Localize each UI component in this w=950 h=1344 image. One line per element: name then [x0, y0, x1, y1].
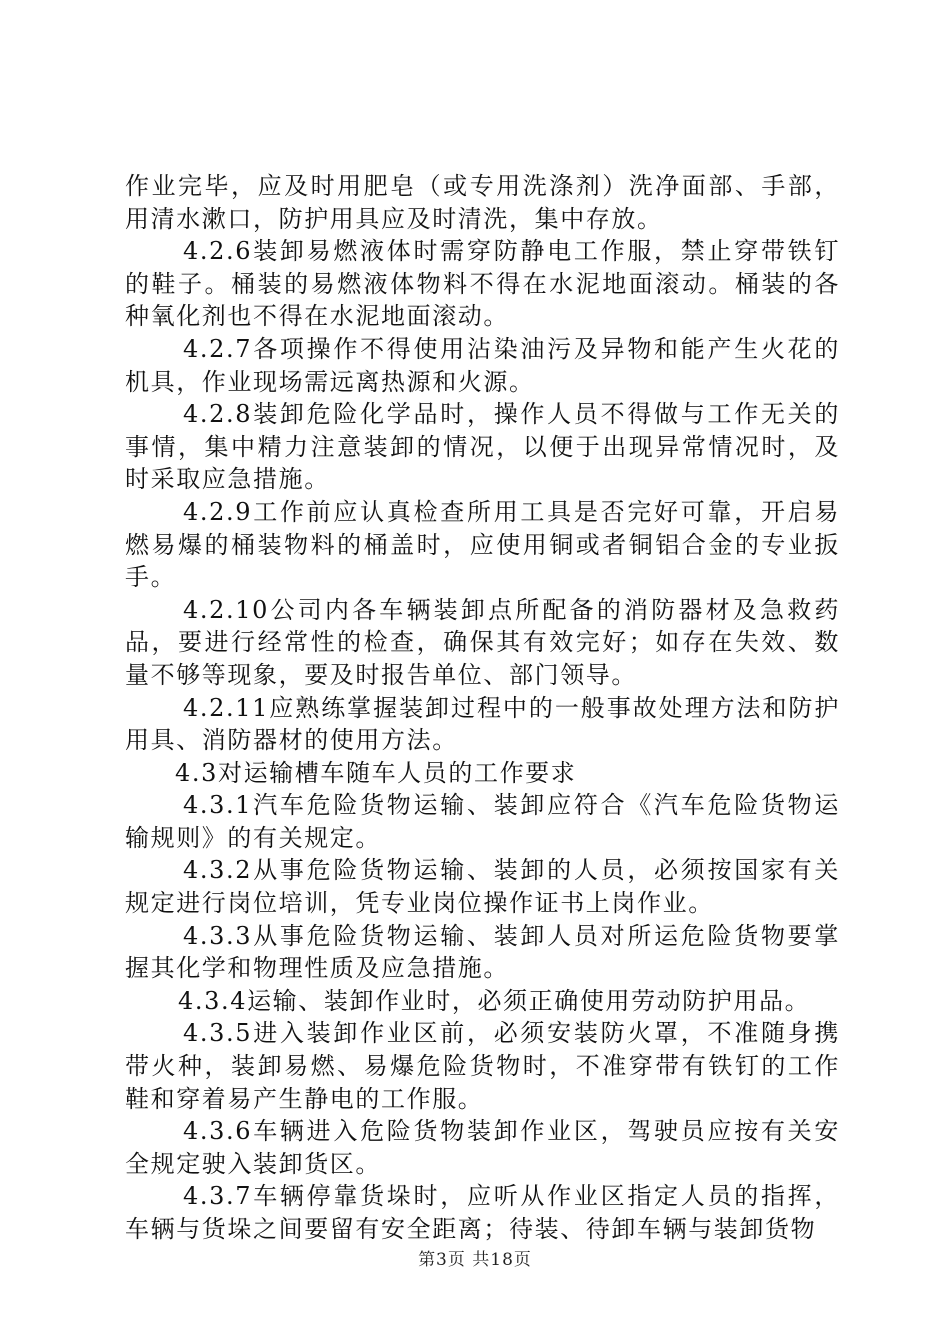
paragraph-4-2-9: 4.2.9工作前应认真检查所用工具是否完好可靠，开启易燃易爆的桶装物料的桶盖时，应使用铜或者铜铝合金的专业扳手。 [125, 497, 840, 592]
paragraph-4-3-7: 4.3.7车辆停靠货垛时，应听从作业区指定人员的指挥，车辆与货垛之间要留有安全距离；待装、待卸车辆与装卸货物 [125, 1182, 840, 1243]
paragraph-4-3-3: 4.3.3从事危险货物运输、装卸人员对所运危险货物要掌握其化学和物理性质及应急措施。 [125, 921, 840, 983]
paragraph-4-2-8: 4.2.8装卸危险化学品时，操作人员不得做与工作无关的事情，集中精力注意装卸的情况，以便于出现异常情况时，及时采取应急措施。 [125, 400, 840, 494]
paragraph-4-2-11: 4.2.11应熟练掌握装卸过程中的一般事故处理方法和防护用具、消防器材的使用方法。 [125, 693, 840, 755]
document-body [125, 170, 840, 1246]
paragraph-4-3-5: 4.3.5进入装卸作业区前，必须安装防火罩，不准随身携带火种，装卸易燃、易爆危险货物时，不准穿带有铁钉的工作鞋和穿着易产生静电的工作服。 [125, 1019, 840, 1113]
paragraph-4-3-6: 4.3.6车辆进入危险货物装卸作业区，驾驶员应按有关安全规定驶入装卸货区。 [125, 1117, 840, 1178]
section-heading-4-3: 4.3对运输槽车随车人员的工作要求 [175, 758, 577, 787]
paragraph-continuation: 作业完毕，应及时用肥皂（或专用洗涤剂）洗净面部、手部，用清水漱口，防护用具应及时清洗，集中存放。 [125, 172, 840, 233]
paragraph-4-2-7: 4.2.7各项操作不得使用沾染油污及异物和能产生火花的机具，作业现场需远离热源和火源。 [125, 334, 840, 396]
page-number-footer: 第3页 共18页 [418, 1250, 532, 1270]
paragraph-4-3-1: 4.3.1汽车危险货物运输、装卸应符合《汽车危险货物运输规则》的有关规定。 [125, 791, 840, 852]
paragraph-4-2-10: 4.2.10公司内各车辆装卸点所配备的消防器材及急救药品，要进行经常性的检查，确保其有效完好；如存在失效、数量不够等现象，要及时报告单位、部门领导。 [125, 595, 840, 689]
paragraph-4-3-2: 4.3.2从事危险货物运输、装卸的人员，必须按国家有关规定进行岗位培训，凭专业岗位操作证书上岗作业。 [125, 856, 840, 918]
paragraph-4-2-6: 4.2.6装卸易燃液体时需穿防静电工作服，禁止穿带铁钉的鞋子。桶装的易燃液体物料不得在水泥地面滚动。桶装的各种氧化剂也不得在水泥地面滚动。 [125, 237, 840, 331]
paragraph-4-3-4: 4.3.4运输、装卸作业时，必须正确使用劳动防护用品。 [178, 986, 811, 1015]
